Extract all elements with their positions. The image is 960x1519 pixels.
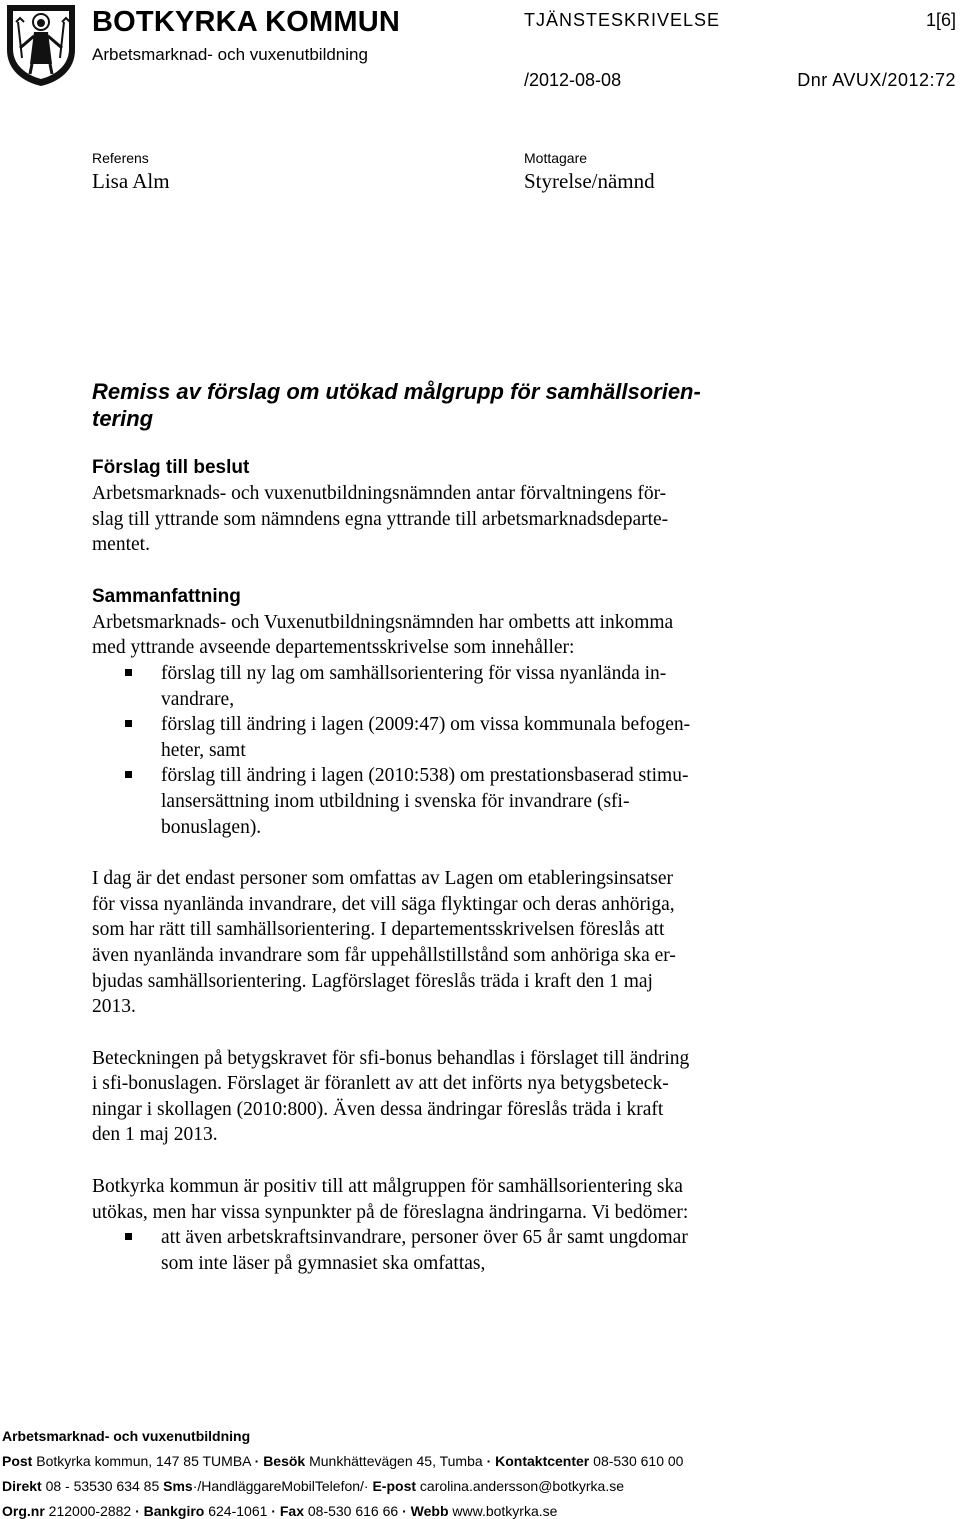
footer-contact-line bbox=[2, 1478, 624, 1494]
document-reference-number: Dnr AVUX/2012:72 bbox=[797, 70, 956, 90]
document-body bbox=[92, 378, 832, 1276]
reference-value: Lisa Alm bbox=[92, 169, 170, 193]
sms-value: ·/HandläggareMobilTelefon/· bbox=[192, 1478, 369, 1494]
text-line: Arbetsmarknads- och vuxenutbildningsnämnden antar förvaltningens för- bbox=[92, 483, 667, 504]
text-line: bonuslagen). bbox=[161, 816, 262, 838]
organization-name: BOTKYRKA KOMMUN bbox=[92, 6, 401, 38]
orgnr-label: Org.nr bbox=[2, 1503, 45, 1519]
sms-label: Sms bbox=[163, 1478, 193, 1494]
proposal-heading: Förslag till beslut bbox=[92, 457, 250, 478]
direct-label: Direkt bbox=[2, 1478, 42, 1494]
footer-department-name: Arbetsmarknad- och vuxenutbildning bbox=[2, 1428, 251, 1444]
text-line: heter, samt bbox=[161, 739, 246, 761]
paragraph bbox=[92, 1046, 832, 1148]
text-line: utökas, men har vissa synpunkter på de föreslagna ändringarna. Vi bedömer: bbox=[92, 1201, 689, 1223]
text-line: förslag till ändring i lagen (2010:538) om prestationsbaserad stimu- bbox=[161, 765, 689, 787]
reference-label: Referens bbox=[92, 150, 149, 166]
list-item bbox=[92, 763, 832, 840]
text-line: med yttrande avseende departementsskrivelse som innehåller: bbox=[92, 637, 575, 659]
document-type: TJÄNSTESKRIVELSE bbox=[524, 10, 721, 30]
text-line: den 1 maj 2013. bbox=[92, 1124, 218, 1146]
text-line: i sfi-bonuslagen. Förslaget är föranlett av att det införts nya betygsbeteck- bbox=[92, 1073, 669, 1095]
list-item bbox=[92, 1225, 832, 1276]
summary-bullet-list bbox=[92, 661, 832, 840]
text-line: ningar i skollagen (2010:800). Även dessa ändringar föreslås träda i kraft bbox=[92, 1098, 664, 1120]
municipality-crest-logo bbox=[4, 2, 78, 88]
text-line: som inte läser på gymnasiet ska omfattas, bbox=[161, 1252, 486, 1274]
document-title bbox=[92, 378, 832, 432]
visit-label: Besök bbox=[263, 1453, 306, 1469]
post-value: Botkyrka kommun, 147 85 TUMBA bbox=[36, 1453, 251, 1469]
text-line: även nyanlända invandrare som får uppehållstillstånd som anhöriga ska er- bbox=[92, 944, 676, 966]
department-name: Arbetsmarknad- och vuxenutbildning bbox=[92, 45, 368, 64]
visit-value: Munkhättevägen 45, Tumba bbox=[309, 1453, 483, 1469]
text-line: att även arbetskraftsinvandrare, personer över 65 år samt ungdomar bbox=[161, 1227, 688, 1249]
text-line: som har rätt till samhällsorientering. I departementsskrivelsen föreslås att bbox=[92, 919, 665, 941]
document-date: /2012-08-08 bbox=[524, 70, 622, 90]
text-line: vandrare, bbox=[161, 688, 235, 710]
page-number: 1[6] bbox=[925, 10, 956, 30]
direct-value: 08 - 53530 634 85 bbox=[45, 1478, 160, 1494]
contact-label: Kontaktcenter bbox=[495, 1453, 590, 1469]
bankgiro-value: 624-1061 bbox=[208, 1503, 268, 1519]
text-line: 2013. bbox=[92, 996, 136, 1018]
title-line: tering bbox=[92, 406, 154, 431]
fax-label: Fax bbox=[279, 1503, 304, 1519]
text-line: bjudas samhällsorientering. Lagförslaget föreslås träda i kraft den 1 maj bbox=[92, 970, 653, 992]
footer-finance-line: Org.nr 212000-2882 · Bankgiro 624-1061 · Fax 08-530 616 66 · Webb www.botkyrka.se bbox=[2, 1503, 558, 1519]
text-line: för vissa nyanlända invandrare, det vill säga flyktingar och deras anhöriga, bbox=[92, 893, 675, 915]
assessment-bullet-list bbox=[92, 1225, 832, 1276]
web-value: www.botkyrka.se bbox=[452, 1503, 558, 1519]
web-label: Webb bbox=[410, 1503, 449, 1519]
paragraph bbox=[92, 866, 832, 1020]
orgnr-value: 212000-2882 bbox=[48, 1503, 132, 1519]
text-line: förslag till ändring i lagen (2009:47) om vissa kommunala befogen- bbox=[161, 714, 691, 736]
text-line: lansersättning inom utbildning i svenska för invandrare (sfi- bbox=[161, 790, 630, 812]
recipient-label: Mottagare bbox=[524, 150, 588, 166]
text-line: I dag är det endast personer som omfattas av Lagen om etableringsinsatser bbox=[92, 868, 674, 890]
summary-intro bbox=[92, 610, 832, 661]
text-line: slag till yttrande som nämndens egna yttrande till arbetsmarknadsdeparte- bbox=[92, 508, 669, 530]
footer-department bbox=[2, 1428, 250, 1444]
text-line: förslag till ny lag om samhällsorientering för vissa nyanlända in- bbox=[161, 662, 667, 684]
text-line: Arbetsmarknads- och Vuxenutbildningsnämnden har ombetts att inkomma bbox=[92, 611, 674, 633]
bankgiro-label: Bankgiro bbox=[143, 1503, 205, 1519]
email-label: E-post bbox=[372, 1478, 417, 1494]
recipient-value: Styrelse/nämnd bbox=[524, 169, 655, 193]
list-item bbox=[92, 712, 832, 763]
summary-heading: Sammanfattning bbox=[92, 585, 241, 607]
post-label: Post bbox=[2, 1453, 33, 1469]
footer-address-line: Post Botkyrka kommun, 147 85 TUMBA · Besök Munkhättevägen 45, Tumba · Kontaktcenter 08-530 610 00 bbox=[2, 1453, 684, 1469]
text-line: Beteckningen på betygskravet för sfi-bonus behandlas i förslaget till ändring bbox=[92, 1047, 690, 1069]
fax-value: 08-530 616 66 bbox=[307, 1503, 399, 1519]
paragraph bbox=[92, 1174, 832, 1225]
contact-value: 08-530 610 00 bbox=[593, 1453, 684, 1469]
text-line: Botkyrka kommun är positiv till att målgruppen för samhällsorientering ska bbox=[92, 1176, 683, 1198]
title-line: Remiss av förslag om utökad målgrupp för samhällsorien- bbox=[92, 379, 701, 404]
proposal-paragraph bbox=[92, 481, 832, 558]
text-line: mentet. bbox=[92, 534, 150, 556]
list-item bbox=[92, 661, 832, 712]
email-value: carolina.andersson@botkyrka.se bbox=[419, 1478, 625, 1494]
